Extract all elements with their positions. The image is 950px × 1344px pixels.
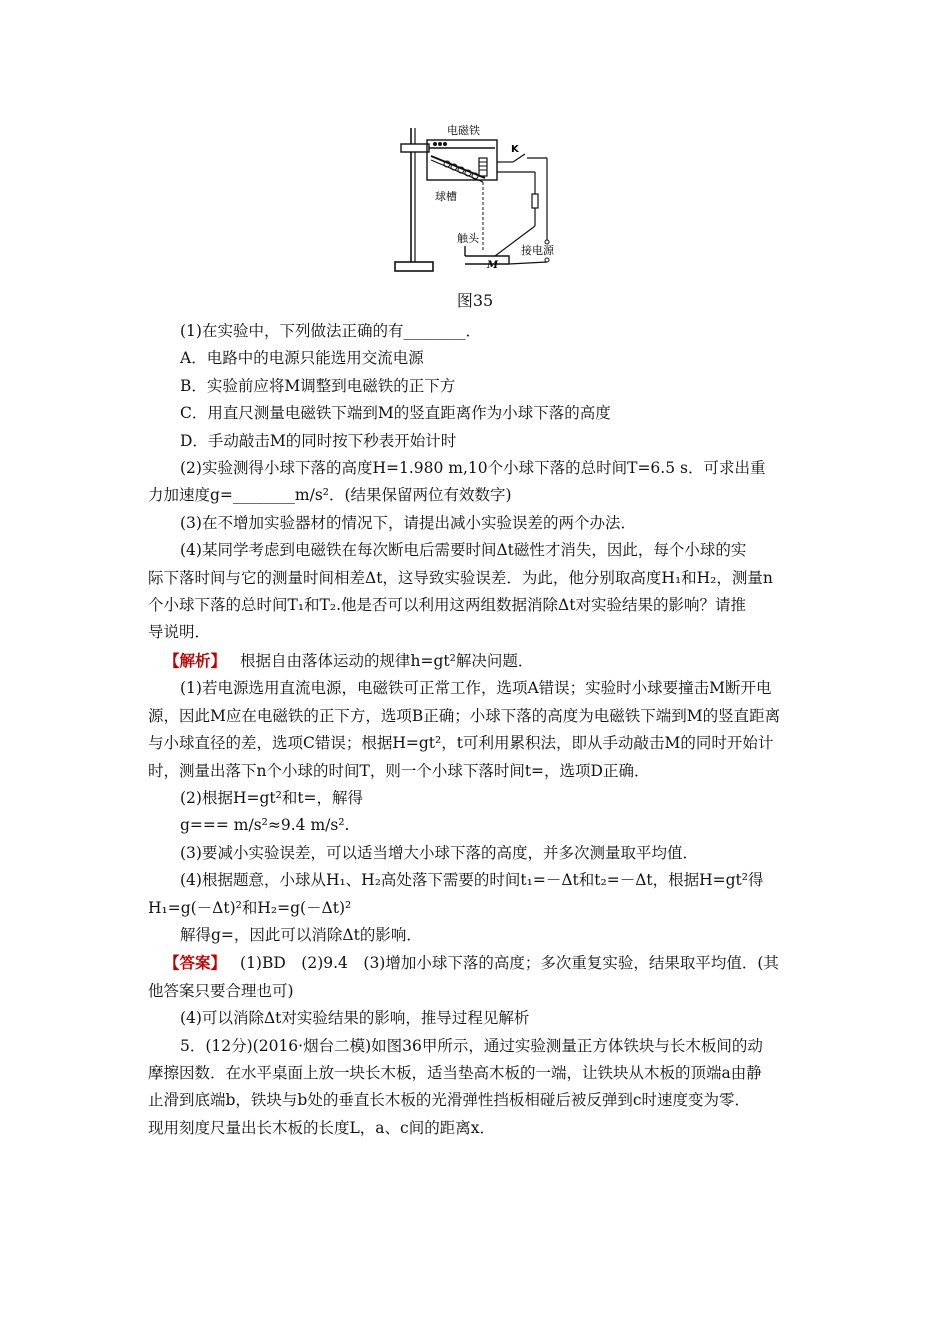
analysis-p3-line: (3)要减小实验误差，可以适当增大小球下落的高度，并多次测量取平均值． [180, 843, 698, 862]
label-contact: 触头 [457, 232, 479, 245]
q1-option-d: D．手动敲击M的同时按下秒表开始计时 [180, 431, 457, 450]
q5-line: 止滑到底端b，铁块与b处的垂直长木板的光滑弹性挡板相碰后被反弹到c时速度变为零． [148, 1091, 751, 1110]
analysis-p1-line: (1)若电源选用直流电源，电磁铁可正常工作，选项A错误；实验时小球要撞击M断开电 [180, 679, 772, 698]
analysis-p4-line: (4)根据题意，小球从H₁、H₂高处落下需要的时间t₁=－Δt和t₂=－Δt，根据H=gt²得 [180, 871, 764, 890]
figure-caption: 图35 [456, 291, 494, 310]
apparatus-diagram [385, 122, 565, 286]
analysis-p4-line: H₁=g(－Δt)²和H₂=g(－Δt)² [148, 898, 352, 917]
q4-line: 际下落时间与它的测量时间相差Δt，这导致实验误差．为此，他分别取高度H₁和H₂，测量n [148, 568, 773, 587]
q5-line: 摩擦因数．在水平桌面上放一块长木板，适当垫高木板的一端，让铁块从木板的顶端a由静 [148, 1063, 762, 1082]
q5-line: 现用刻度尺量出长木板的长度L，a、c间的距离x． [148, 1118, 495, 1137]
analysis-intro-text: 根据自由落体运动的规律h=gt²解决问题． [240, 651, 534, 670]
analysis-intro [148, 647, 812, 675]
q4-line: 个小球下落的总时间T₁和T₂.他是否可以利用这两组数据消除Δt对实验结果的影响？请推 [148, 596, 746, 615]
switch-k [513, 154, 525, 162]
label-power: 接电源 [521, 244, 554, 257]
answer-text: (1)BD (2)9.4 (3)增加小球下落的高度；多次重复实验，结果取平均值．(其 [240, 954, 779, 973]
answer-tag: 【答案】 [164, 953, 227, 973]
label-electromagnet: 电磁铁 [447, 124, 480, 137]
analysis-tag: 【解析】 [164, 650, 227, 670]
answer-line [148, 949, 812, 977]
label-plate: M [487, 260, 499, 271]
analysis-p2-line: g=== m/s²≈9.4 m/s². [180, 816, 350, 835]
q1-option-c: C．用直尺测量电磁铁下端到M的竖直距离作为小球下落的高度 [180, 404, 611, 423]
q1-stem: (1)在实验中，下列做法正确的有________． [180, 322, 481, 340]
q1-option-b: B．实验前应将M调整到电磁铁的正下方 [180, 376, 456, 395]
analysis-p1-line: 与小球直径的差，选项C错误；根据H=gt²，t可利用累积法，即从手动敲击M的同时开始计 [148, 734, 774, 753]
document-body [148, 318, 812, 1142]
stand-base [395, 262, 433, 271]
q1-option-a: A．电路中的电源只能选用交流电源 [180, 349, 424, 368]
analysis-p4-line: 解得g=，因此可以消除Δt的影响． [180, 925, 422, 944]
electromagnet-coil [479, 158, 487, 176]
ball-groove [431, 156, 485, 178]
analysis-p1-line: 时，测量出落下n个小球的时间T，则一个小球下落时间t=，选项D正确． [148, 761, 650, 780]
q3-line: (3)在不增加实验器材的情况下，请提出减小实验误差的两个办法． [180, 513, 636, 532]
stand-clamp [401, 144, 429, 152]
q4-line: (4)某同学考虑到电磁铁在每次断电后需要时间Δt磁性才消失，因此，每个小球的实 [180, 541, 747, 560]
q5-line: 5．(12分)(2016·烟台二模)如图36甲所示，通过实验测量正方体铁块与长木板间的动 [180, 1036, 763, 1055]
q2-line: (2)实验测得小球下落的高度H=1.980 m,10个小球下落的总时间T=6.5 s．可求出重 [180, 459, 766, 478]
answer-line: 他答案只要合理也可) [148, 981, 294, 1000]
label-switch: K [511, 144, 519, 155]
q2-line: 力加速度g=________m/s²．(结果保留两位有效数字) [148, 486, 512, 505]
resistor [532, 194, 538, 208]
label-groove: 球槽 [435, 190, 457, 203]
answer-line: (4)可以消除Δt对实验结果的影响，推导过程见解析 [180, 1009, 530, 1028]
analysis-p1-line: 源，因此M应在电磁铁的正下方，选项B正确；小球下落的高度为电磁铁下端到M的竖直距离 [148, 706, 781, 725]
q4-line: 导说明． [148, 623, 211, 642]
analysis-p2-line: (2)根据H=gt²和t=，解得 [180, 788, 364, 807]
